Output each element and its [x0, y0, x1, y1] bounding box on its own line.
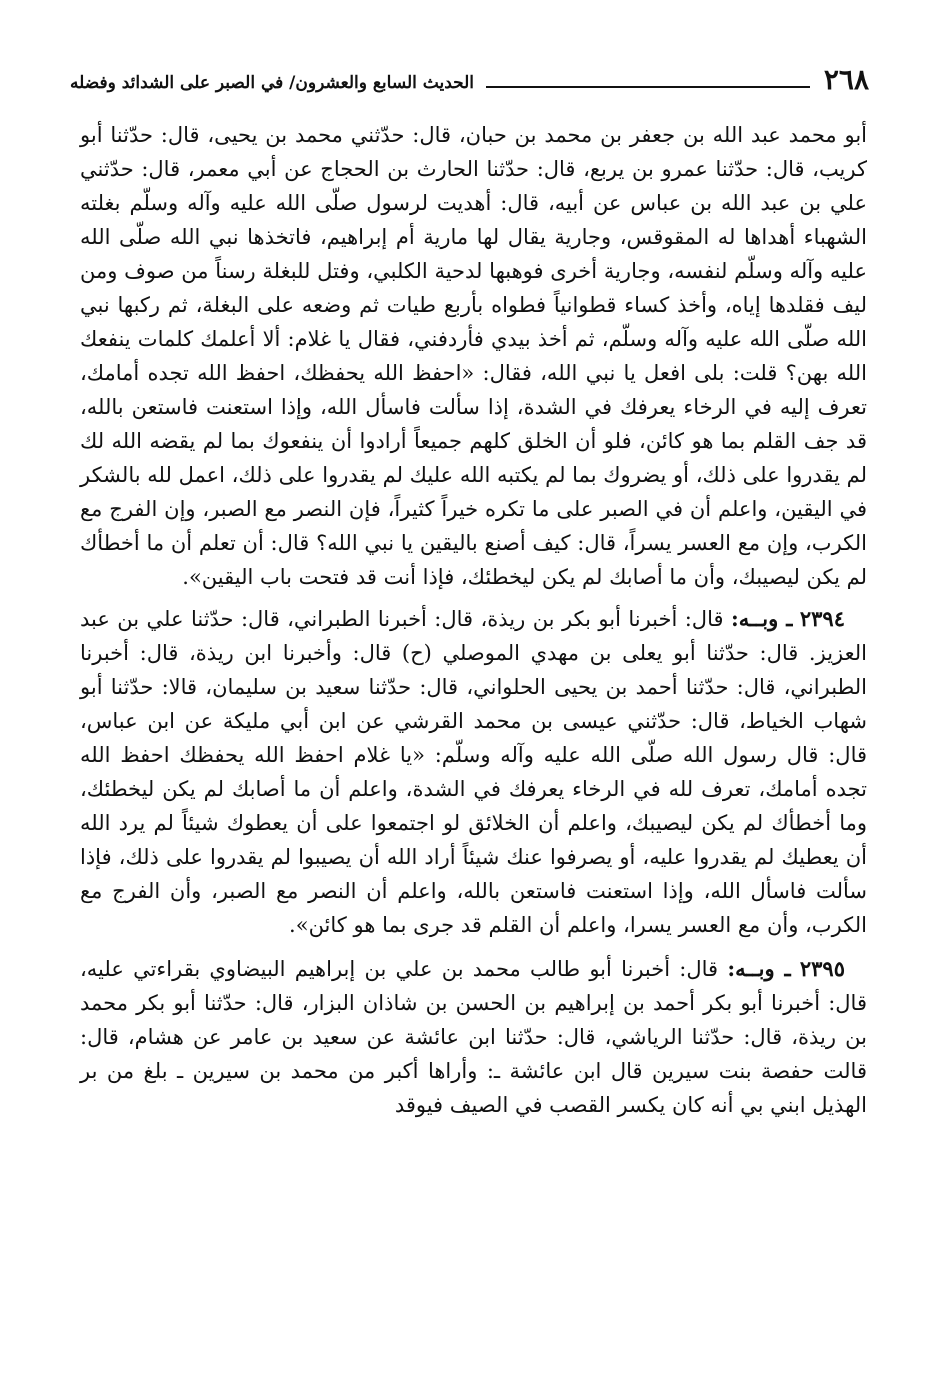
paragraph — [80, 118, 867, 594]
narration-marker: ـ وبــه: — [730, 606, 793, 631]
running-title: الحديث السابع والعشرون/ في الصبر على الشدائد وفضله — [70, 73, 475, 93]
hadith-number: ٢٣٩٤ — [799, 606, 845, 631]
hadith-paragraph — [80, 602, 867, 942]
hadith-number: ٢٣٩٥ — [799, 956, 845, 981]
header-rule — [486, 86, 810, 88]
hadith-paragraph — [80, 952, 867, 1122]
page-header — [70, 58, 869, 94]
narration-marker: ـ وبــه: — [727, 956, 791, 981]
body-text — [80, 118, 867, 1132]
page-number: ٢٦٨ — [823, 63, 869, 96]
paragraph-text: قال: أخبرنا أبو طالب محمد بن علي بن إبراهيم البيضاوي بقراءتي عليه، قال: أخبرنا أبو بكر أحمد بن إبراهيم بن الحسن بن شاذان البزار، قال: حدّثنا أبو بكر محمد بن ريذة، قال: حدّثنا الرياشي، قال: حدّثنا ابن عائشة عن سعيد بن عامر عن هشام، قال: قالت حفصة بنت سيرين قال ابن عائشة ـ: وأراها أكبر من محمد بن سيرين ـ بلغ من بر الهذيل ابني بي أنه كان يكسر القصب في الصيف فيوقد — [80, 957, 867, 1117]
paragraph-text: قال: أخبرنا أبو بكر بن ريذة، قال: أخبرنا الطبراني، قال: حدّثنا علي بن عبد العزيز. قال: حدّثنا أبو يعلى بن مهدي الموصلي (ح) قال: وأخبرنا ابن ريذة، قال: أخبرنا الطبراني، قال: حدّثنا أحمد بن يحيى الحلواني، قال: حدّثنا سعيد بن سليمان، قالا: حدّثنا أبو شهاب الخياط، قال: حدّثني عيسى بن محمد القرشي عن ابن أبي مليكة عن ابن عباس، قال: قال رسول الله صلّى الله عليه وآله وسلّم: «يا غلام احفظ الله يحفظك احفظ الله تجده أمامك، تعرف لله في الرخاء يعرفك في الشدة، واعلم أن ما أصابك لم يكن ليخطئك، وما أخطأك لم يكن ليصيبك، واعلم أن الخلائق لو اجتمعوا على أن يعطوك شيئاً لم يرد الله أن يعطيك لم يقدروا عليه، أو يصرفوا عنك شيئاً أراد الله أن يصيبوا لم يقدروا على ذلك، فإذا سألت فاسأل الله، وإذا استعنت فاستعن بالله، واعلم أن النصر مع الصبر، وأن الفرج مع الكرب، وأن مع العسر يسرا، واعلم أن القلم قد جرى بما هو كائن». — [80, 607, 867, 937]
paragraph-text: أبو محمد عبد الله بن جعفر بن محمد بن حبان، قال: حدّثني محمد بن يحيى، قال: حدّثنا أبو كريب، قال: حدّثنا عمرو بن يربع، قال: حدّثنا الحارث بن الحجاج عن أبي معمر، قال: حدّثني علي بن عبد الله بن عباس عن أبيه، قال: أهديت لرسول صلّى الله عليه وآله وسلّم بغلته الشهباء أهداها له المقوقس، وجارية يقال لها مارية أم إبراهيم، فاتخذها نبي الله صلّى الله عليه وآله وسلّم لنفسه، وجارية أخرى فوهبها لدحية الكلبي، وفتل للبغلة رسناً من صوف ومن ليف فقلدها إياه، وأخذ كساء قطوانياً فطواه بأربع طيات ثم وضعه على البغلة، ثم ركبها نبي الله صلّى الله عليه وآله وسلّم، ثم أخذ بيدي فأردفني، فقال يا غلام: ألا أعلمك كلمات ينفعك الله بهن؟ قلت: بلى افعل يا نبي الله، فقال: «احفظ الله يحفظك، احفظ الله تجده أمامك، تعرف إليه في الرخاء يعرفك في الشدة، إذا سألت فاسأل الله، وإذا استعنت فاستعن بالله، قد جف القلم بما هو كائن، فلو أن الخلق كلهم جميعاً أرادوا أن ينفعوك بما لم يقضه الله لك لم يقدروا على ذلك، أو يضروك بما لم يكتبه الله عليك لم يقدروا على ذلك، اعمل لله بالشكر في اليقين، واعلم أن في الصبر على ما تكره خيراً كثيراً، فإن النصر مع الصبر، وإن الفرج مع الكرب، وإن مع العسر يسراً، قال: كيف أصنع باليقين يا نبي الله؟ قال: أن تعلم أن ما أخطأك لم يكن ليصيبك، وأن ما أصابك لم يكن ليخطئك، فإذا أنت قد فتحت باب اليقين». — [80, 123, 868, 589]
